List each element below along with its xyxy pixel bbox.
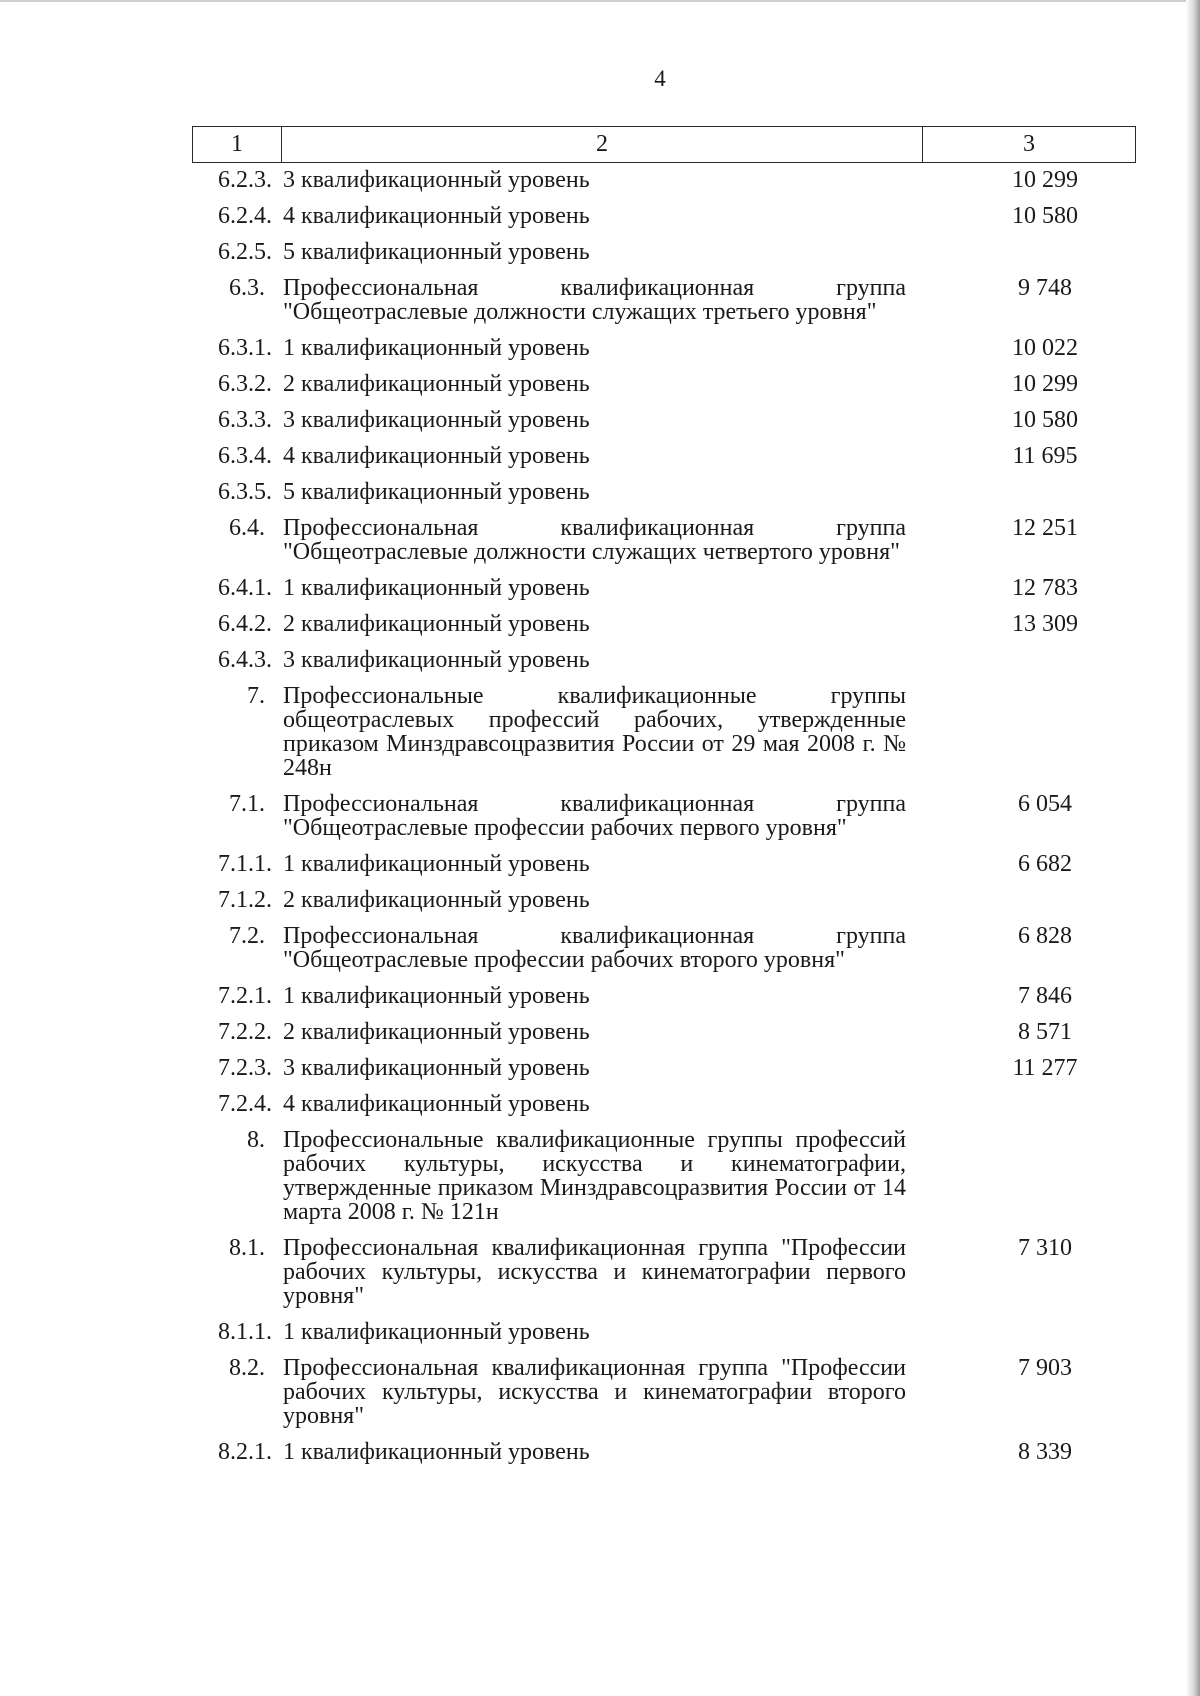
table-row: [192, 1356, 1136, 1440]
table-row: [192, 1020, 1136, 1056]
row-number: 6.4.: [229, 515, 265, 541]
row-value: 8 571: [1018, 1019, 1072, 1045]
table-row: [192, 516, 1136, 576]
row-name: 5 квалификационный уровень: [283, 479, 590, 505]
row-name: 5 квалификационный уровень: [283, 239, 590, 265]
row-name: 2 квалификационный уровень: [283, 1019, 590, 1045]
table-row: [192, 684, 1136, 792]
row-number: 7.2.4.: [218, 1091, 272, 1117]
table-row: [192, 648, 1136, 684]
row-number: 7.2.: [229, 923, 265, 949]
table-row: [192, 240, 1136, 276]
row-value: 12 251: [1012, 515, 1078, 541]
row-name: Профессиональная квалификационная группа "Общеотраслевые профессии рабочих второго уровня": [283, 923, 906, 973]
table-row: [192, 576, 1136, 612]
row-value: 12 783: [1012, 575, 1078, 601]
row-value: 10 580: [1012, 203, 1078, 229]
row-number: 6.3.5.: [218, 479, 272, 505]
row-value: 8 339: [1018, 1439, 1072, 1465]
row-name: 3 квалификационный уровень: [283, 1055, 590, 1081]
row-number: 7.1.1.: [218, 851, 272, 877]
row-name: 1 квалификационный уровень: [283, 1319, 590, 1345]
row-number: 8.1.: [229, 1235, 265, 1261]
row-number: 6.4.3.: [218, 647, 272, 673]
row-name: Профессиональная квалификационная группа "Общеотраслевые профессии рабочих первого уровня": [283, 791, 906, 841]
row-value: 6 054: [1018, 791, 1072, 817]
table-row: [192, 1092, 1136, 1128]
row-number: 8.1.1.: [218, 1319, 272, 1345]
row-name: 2 квалификационный уровень: [283, 371, 590, 397]
row-number: 6.3.1.: [218, 335, 272, 361]
row-name: 2 квалификационный уровень: [283, 887, 590, 913]
table-row: [192, 444, 1136, 480]
row-name: Профессиональная квалификационная группа "Профессии рабочих культуры, искусства и кинематографии второго уровня": [283, 1355, 906, 1429]
row-name: 4 квалификационный уровень: [283, 203, 590, 229]
table-row: [192, 372, 1136, 408]
row-value: 7 903: [1018, 1355, 1072, 1381]
row-value: 10 580: [1012, 407, 1078, 433]
row-number: 7.2.1.: [218, 983, 272, 1009]
row-number: 6.4.2.: [218, 611, 272, 637]
header-col-2: 2: [282, 127, 923, 162]
table-row: [192, 1320, 1136, 1356]
header-col-1: 1: [193, 127, 282, 162]
row-value: 6 682: [1018, 851, 1072, 877]
row-value: 11 277: [1012, 1055, 1078, 1081]
row-name: 1 квалификационный уровень: [283, 851, 590, 877]
row-number: 7.1.: [229, 791, 265, 817]
table-row: [192, 408, 1136, 444]
row-value: 10 299: [1012, 371, 1078, 397]
table-body: [192, 168, 1136, 1476]
table-row: [192, 852, 1136, 888]
row-value: 7 846: [1018, 983, 1072, 1009]
row-name: Профессиональная квалификационная группа "Общеотраслевые должности служащих третьего уровня": [283, 275, 906, 325]
scan-top-edge: [0, 0, 1200, 2]
table-row: [192, 612, 1136, 648]
row-number: 6.3.4.: [218, 443, 272, 469]
table-row: [192, 1236, 1136, 1320]
row-number: 7.2.2.: [218, 1019, 272, 1045]
page-number: 4: [654, 66, 666, 91]
table-row: [192, 984, 1136, 1020]
row-number: 6.2.4.: [218, 203, 272, 229]
table-row: [192, 1440, 1136, 1476]
row-name: 2 квалификационный уровень: [283, 611, 590, 637]
row-number: 6.4.1.: [218, 575, 272, 601]
row-number: 7.: [247, 683, 265, 709]
row-name: Профессиональные квалификационные группы профессий рабочих культуры, искусства и кинематографии, утвержденные приказом Минздравсоцразвития России от 14 марта 2008 г. № 121н: [283, 1127, 906, 1225]
row-value: 10 022: [1012, 335, 1078, 361]
row-value: 13 309: [1012, 611, 1078, 637]
table-row: [192, 1056, 1136, 1092]
row-name: 4 квалификационный уровень: [283, 443, 590, 469]
row-number: 8.2.: [229, 1355, 265, 1381]
row-name: Профессиональные квалификационные группы общеотраслевых профессий рабочих, утвержденные приказом Минздравсоцразвития России от 29 мая 2008 г. № 248н: [283, 683, 906, 781]
row-value: 9 748: [1018, 275, 1072, 301]
row-name: Профессиональная квалификационная группа "Профессии рабочих культуры, искусства и кинематографии первого уровня": [283, 1235, 906, 1309]
table-row: [192, 1128, 1136, 1236]
row-value: 6 828: [1018, 923, 1072, 949]
table-row: [192, 480, 1136, 516]
row-name: 1 квалификационный уровень: [283, 335, 590, 361]
row-number: 6.3.: [229, 275, 265, 301]
row-value: 7 310: [1018, 1235, 1072, 1261]
scan-right-edge: [1186, 0, 1200, 1696]
row-name: 4 квалификационный уровень: [283, 1091, 590, 1117]
row-number: 7.1.2.: [218, 887, 272, 913]
row-name: 3 квалификационный уровень: [283, 647, 590, 673]
row-number: 8.2.1.: [218, 1439, 272, 1465]
header-col-3: 3: [1023, 131, 1035, 157]
table-row: [192, 276, 1136, 336]
row-value: 11 695: [1012, 443, 1078, 469]
table-row: [192, 168, 1136, 204]
row-name: Профессиональная квалификационная группа "Общеотраслевые должности служащих четвертого уровня": [283, 515, 906, 565]
row-number: 6.2.5.: [218, 239, 272, 265]
row-number: 8.: [247, 1127, 265, 1153]
row-number: 6.3.2.: [218, 371, 272, 397]
row-number: 6.3.3.: [218, 407, 272, 433]
table-row: [192, 792, 1136, 852]
table-header-row: [192, 126, 1136, 163]
row-name: 1 квалификационный уровень: [283, 1439, 590, 1465]
row-name: 3 квалификационный уровень: [283, 407, 590, 433]
row-name: 3 квалификационный уровень: [283, 167, 590, 193]
row-value: 10 299: [1012, 167, 1078, 193]
row-number: 7.2.3.: [218, 1055, 272, 1081]
row-name: 1 квалификационный уровень: [283, 983, 590, 1009]
table-row: [192, 336, 1136, 372]
table-row: [192, 924, 1136, 984]
row-name: 1 квалификационный уровень: [283, 575, 590, 601]
table-row: [192, 204, 1136, 240]
row-number: 6.2.3.: [218, 167, 272, 193]
table-row: [192, 888, 1136, 924]
